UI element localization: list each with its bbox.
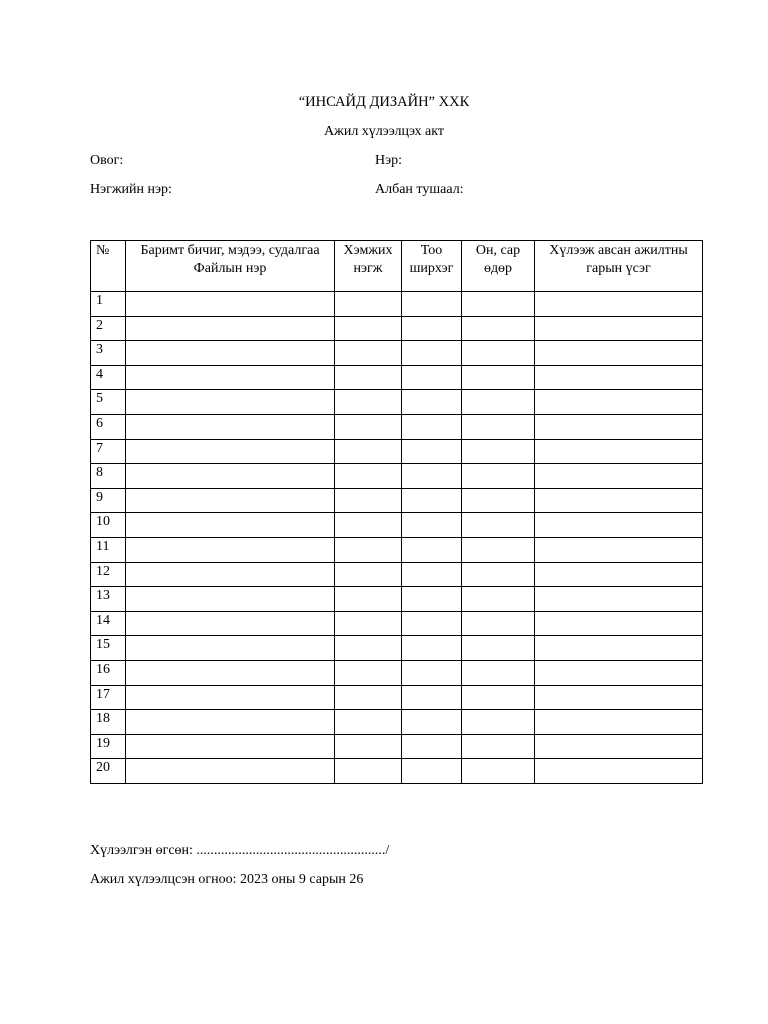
unit-cell[interactable]: [335, 636, 402, 661]
date-cell[interactable]: [462, 710, 535, 735]
unit-cell[interactable]: [335, 439, 402, 464]
signature-cell[interactable]: [535, 316, 703, 341]
document-cell[interactable]: [126, 488, 335, 513]
signature-cell[interactable]: [535, 488, 703, 513]
row-number: 16: [91, 660, 126, 685]
document-cell[interactable]: [126, 316, 335, 341]
signature-cell[interactable]: [535, 365, 703, 390]
handover-date-line: Ажил хүлээлцсэн огноо: 2023 оны 9 сарын 26: [90, 872, 364, 887]
unit-cell[interactable]: [335, 562, 402, 587]
date-cell[interactable]: [462, 636, 535, 661]
table-row: [91, 513, 703, 538]
document-cell[interactable]: [126, 513, 335, 538]
quantity-cell[interactable]: [402, 685, 462, 710]
quantity-cell[interactable]: [402, 390, 462, 415]
document-cell[interactable]: [126, 292, 335, 317]
table-row: [91, 414, 703, 439]
row-number: 6: [91, 414, 126, 439]
unit-cell[interactable]: [335, 488, 402, 513]
row-number: 1: [91, 292, 126, 317]
document-cell[interactable]: [126, 390, 335, 415]
quantity-cell[interactable]: [402, 734, 462, 759]
quantity-cell[interactable]: [402, 488, 462, 513]
document-cell[interactable]: [126, 439, 335, 464]
row-number: 18: [91, 710, 126, 735]
quantity-cell[interactable]: [402, 636, 462, 661]
document-cell[interactable]: [126, 734, 335, 759]
date-cell[interactable]: [462, 414, 535, 439]
table-row: [91, 488, 703, 513]
date-cell[interactable]: [462, 562, 535, 587]
unit-cell[interactable]: [335, 464, 402, 489]
signature-cell[interactable]: [535, 710, 703, 735]
date-cell[interactable]: [462, 734, 535, 759]
document-cell[interactable]: [126, 464, 335, 489]
quantity-cell[interactable]: [402, 562, 462, 587]
signature-cell[interactable]: [535, 734, 703, 759]
row-number: 10: [91, 513, 126, 538]
row-number: 14: [91, 611, 126, 636]
document-title: “ИНСАЙД ДИЗАЙН” ХХК: [298, 94, 470, 110]
row-number: 2: [91, 316, 126, 341]
header-unit: Хэмжих нэгж: [335, 241, 402, 292]
row-number: 4: [91, 365, 126, 390]
document-cell[interactable]: [126, 537, 335, 562]
signature-cell[interactable]: [535, 636, 703, 661]
table-row: [91, 636, 703, 661]
quantity-cell[interactable]: [402, 587, 462, 612]
date-cell[interactable]: [462, 513, 535, 538]
unit-cell[interactable]: [335, 365, 402, 390]
unit-cell[interactable]: [335, 316, 402, 341]
unit-cell[interactable]: [335, 513, 402, 538]
handover-table: [90, 240, 703, 784]
date-cell[interactable]: [462, 316, 535, 341]
signature-cell[interactable]: [535, 414, 703, 439]
date-cell[interactable]: [462, 365, 535, 390]
signature-cell[interactable]: [535, 611, 703, 636]
date-cell[interactable]: [462, 537, 535, 562]
table-row: [91, 562, 703, 587]
table-row: [91, 660, 703, 685]
header-date: Он, сар өдөр: [462, 241, 535, 292]
unit-cell[interactable]: [335, 734, 402, 759]
table-row: [91, 685, 703, 710]
quantity-cell[interactable]: [402, 710, 462, 735]
quantity-cell[interactable]: [402, 611, 462, 636]
header-quantity: Тоо ширхэг: [402, 241, 462, 292]
table-row: [91, 316, 703, 341]
row-number: 8: [91, 464, 126, 489]
document-cell[interactable]: [126, 636, 335, 661]
date-cell[interactable]: [462, 587, 535, 612]
unit-cell[interactable]: [335, 537, 402, 562]
row-number: 7: [91, 439, 126, 464]
table-row: [91, 587, 703, 612]
row-number: 19: [91, 734, 126, 759]
quantity-cell[interactable]: [402, 316, 462, 341]
unit-cell[interactable]: [335, 660, 402, 685]
position-label: Албан тушаал:: [375, 182, 464, 197]
signature-cell[interactable]: [535, 587, 703, 612]
signature-cell[interactable]: [535, 390, 703, 415]
quantity-cell[interactable]: [402, 414, 462, 439]
signature-cell[interactable]: [535, 513, 703, 538]
date-cell[interactable]: [462, 341, 535, 366]
unit-cell[interactable]: [335, 414, 402, 439]
signature-cell[interactable]: [535, 562, 703, 587]
date-cell[interactable]: [462, 611, 535, 636]
unit-cell[interactable]: [335, 759, 402, 784]
row-number: 5: [91, 390, 126, 415]
unit-cell[interactable]: [335, 341, 402, 366]
quantity-cell[interactable]: [402, 439, 462, 464]
document-cell[interactable]: [126, 710, 335, 735]
row-number: 9: [91, 488, 126, 513]
quantity-cell[interactable]: [402, 464, 462, 489]
table-row: [91, 292, 703, 317]
first-name-label: Нэр:: [375, 153, 403, 168]
document-cell[interactable]: [126, 414, 335, 439]
unit-cell[interactable]: [335, 587, 402, 612]
quantity-cell[interactable]: [402, 341, 462, 366]
last-name-label: Овог:: [90, 153, 124, 168]
document-cell[interactable]: [126, 660, 335, 685]
handed-over-line: Хүлээлгэн өгсөн: ....................................................../: [90, 843, 390, 858]
quantity-cell[interactable]: [402, 513, 462, 538]
date-cell[interactable]: [462, 464, 535, 489]
document-cell[interactable]: [126, 611, 335, 636]
header-number: №: [91, 241, 126, 292]
signature-cell[interactable]: [535, 292, 703, 317]
table-row: [91, 341, 703, 366]
row-number: 3: [91, 341, 126, 366]
row-number: 15: [91, 636, 126, 661]
signature-cell[interactable]: [535, 759, 703, 784]
document-cell[interactable]: [126, 759, 335, 784]
header-document: Баримт бичиг, мэдээ, судалгаа Файлын нэр: [126, 241, 335, 292]
quantity-cell[interactable]: [402, 292, 462, 317]
table-row: [91, 365, 703, 390]
signature-cell[interactable]: [535, 439, 703, 464]
signature-cell[interactable]: [535, 660, 703, 685]
unit-cell[interactable]: [335, 390, 402, 415]
unit-name-label: Нэгжийн нэр:: [90, 182, 172, 197]
table-row: [91, 710, 703, 735]
document-cell[interactable]: [126, 587, 335, 612]
quantity-cell[interactable]: [402, 660, 462, 685]
signature-cell[interactable]: [535, 685, 703, 710]
header-signature: Хүлээж авсан ажилтны гарын үсэг: [535, 241, 703, 292]
quantity-cell[interactable]: [402, 365, 462, 390]
date-cell[interactable]: [462, 759, 535, 784]
date-cell[interactable]: [462, 390, 535, 415]
document-cell[interactable]: [126, 341, 335, 366]
document-cell[interactable]: [126, 685, 335, 710]
table-row: [91, 759, 703, 784]
unit-cell[interactable]: [335, 685, 402, 710]
document-cell[interactable]: [126, 562, 335, 587]
document-subtitle: Ажил хүлээлцэх акт: [324, 124, 444, 139]
table-row: [91, 464, 703, 489]
table-row: [91, 611, 703, 636]
unit-cell[interactable]: [335, 710, 402, 735]
date-cell[interactable]: [462, 488, 535, 513]
date-cell[interactable]: [462, 292, 535, 317]
table-header-row: [91, 241, 703, 292]
row-number: 17: [91, 685, 126, 710]
table-row: [91, 439, 703, 464]
row-number: 20: [91, 759, 126, 784]
table-row: [91, 734, 703, 759]
quantity-cell[interactable]: [402, 537, 462, 562]
signature-cell[interactable]: [535, 464, 703, 489]
signature-cell[interactable]: [535, 341, 703, 366]
date-cell[interactable]: [462, 439, 535, 464]
document-cell[interactable]: [126, 365, 335, 390]
date-cell[interactable]: [462, 660, 535, 685]
table-row: [91, 537, 703, 562]
row-number: 13: [91, 587, 126, 612]
date-cell[interactable]: [462, 685, 535, 710]
quantity-cell[interactable]: [402, 759, 462, 784]
row-number: 12: [91, 562, 126, 587]
row-number: 11: [91, 537, 126, 562]
unit-cell[interactable]: [335, 292, 402, 317]
table-row: [91, 390, 703, 415]
unit-cell[interactable]: [335, 611, 402, 636]
signature-cell[interactable]: [535, 537, 703, 562]
